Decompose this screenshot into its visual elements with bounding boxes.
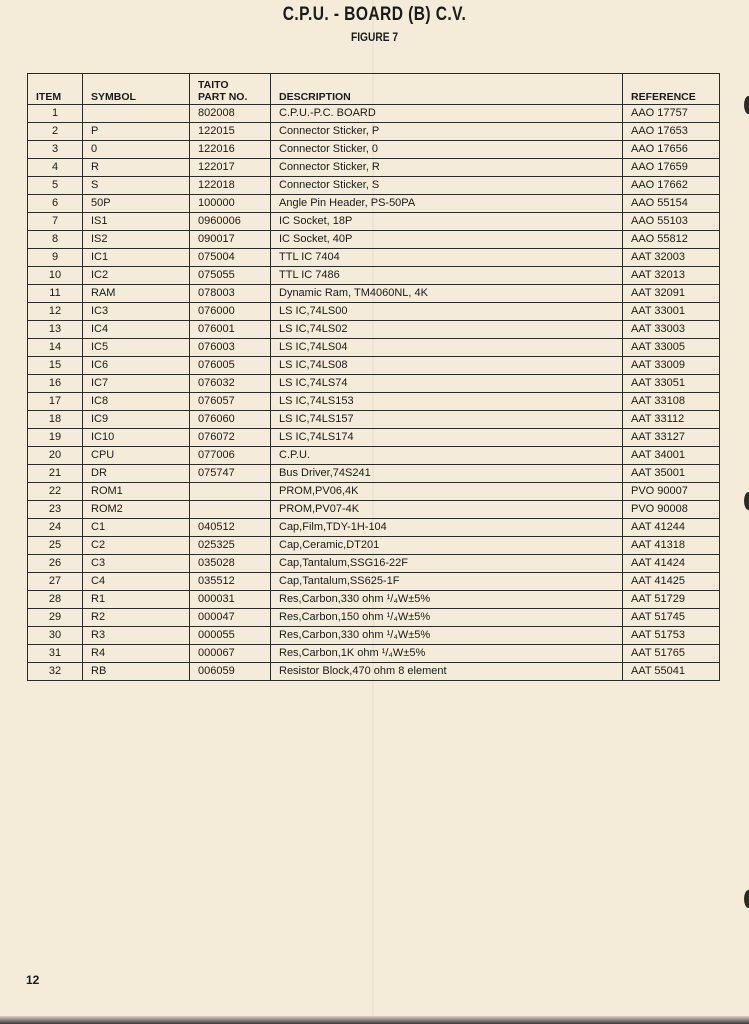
table-row [28,447,720,465]
header-item: ITEM [28,74,83,105]
table-row [28,411,720,429]
cell-reference: AAT 33108 [623,393,720,411]
cell-item: 27 [28,573,83,591]
cell-symbol: P [83,123,190,141]
cell-description: Res,Carbon,150 ohm ¹/₄W±5% [271,609,623,627]
cell-reference: AAO 17757 [623,105,720,123]
table-row [28,105,720,123]
cell-part-no [190,483,271,501]
cell-reference: AAO 17656 [623,141,720,159]
cell-symbol: CPU [83,447,190,465]
cell-part-no: 076032 [190,375,271,393]
cell-item: 30 [28,627,83,645]
table-row [28,519,720,537]
cell-description: Cap,Tantalum,SSG16-22F [271,555,623,573]
cell-item: 3 [28,141,83,159]
cell-part-no: 076001 [190,321,271,339]
cell-description: Connector Sticker, S [271,177,623,195]
page-title: C.P.U. - BOARD (B) C.V. [282,4,467,25]
page-number: 12 [26,973,40,987]
cell-part-no: 0960006 [190,213,271,231]
table-row [28,141,720,159]
cell-reference: AAT 51729 [623,591,720,609]
cell-item: 19 [28,429,83,447]
cell-symbol: C3 [83,555,190,573]
binder-hole [744,492,749,510]
cell-symbol: C4 [83,573,190,591]
table-row [28,627,720,645]
cell-description: Cap,Film,TDY-1H-104 [271,519,623,537]
cell-symbol: C2 [83,537,190,555]
table-row [28,483,720,501]
cell-reference: AAT 33009 [623,357,720,375]
table-row [28,591,720,609]
cell-item: 10 [28,267,83,285]
cell-item: 9 [28,249,83,267]
cell-reference: AAT 32013 [623,267,720,285]
table-row [28,663,720,681]
cell-reference: AAO 55103 [623,213,720,231]
cell-part-no: 090017 [190,231,271,249]
header-symbol: SYMBOL [83,74,190,105]
cell-item: 24 [28,519,83,537]
cell-item: 23 [28,501,83,519]
cell-item: 28 [28,591,83,609]
cell-part-no: 076072 [190,429,271,447]
cell-item: 14 [28,339,83,357]
cell-part-no: 006059 [190,663,271,681]
table-row [28,573,720,591]
cell-symbol: IC1 [83,249,190,267]
cell-part-no: 122017 [190,159,271,177]
cell-description: LS IC,74LS74 [271,375,623,393]
cell-description: TTL IC 7404 [271,249,623,267]
cell-reference: AAT 51765 [623,645,720,663]
cell-symbol: S [83,177,190,195]
cell-symbol: IC8 [83,393,190,411]
cell-symbol: R2 [83,609,190,627]
cell-reference: AAO 17653 [623,123,720,141]
cell-symbol: ROM1 [83,483,190,501]
cell-description: Connector Sticker, 0 [271,141,623,159]
cell-part-no: 802008 [190,105,271,123]
cell-reference: AAT 32003 [623,249,720,267]
cell-description: PROM,PV07-4K [271,501,623,519]
cell-part-no: 000047 [190,609,271,627]
cell-description: Connector Sticker, P [271,123,623,141]
cell-symbol: C1 [83,519,190,537]
table-row [28,465,720,483]
figure-label: FIGURE 7 [350,30,399,44]
cell-reference: AAT 32091 [623,285,720,303]
cell-reference: AAO 17659 [623,159,720,177]
cell-part-no: 075055 [190,267,271,285]
table-row [28,231,720,249]
cell-item: 11 [28,285,83,303]
header-reference: REFERENCE [623,74,720,105]
cell-part-no: 076003 [190,339,271,357]
header-row [28,74,720,105]
cell-description: LS IC,74LS153 [271,393,623,411]
page-edge [0,1016,749,1024]
cell-description: Cap,Ceramic,DT201 [271,537,623,555]
cell-description: Dynamic Ram, TM4060NL, 4K [271,285,623,303]
cell-description: LS IC,74LS174 [271,429,623,447]
cell-part-no: 076060 [190,411,271,429]
cell-part-no: 000067 [190,645,271,663]
cell-description: LS IC,74LS00 [271,303,623,321]
cell-reference: AAO 17662 [623,177,720,195]
cell-symbol: ROM2 [83,501,190,519]
cell-item: 21 [28,465,83,483]
cell-part-no: 025325 [190,537,271,555]
cell-item: 7 [28,213,83,231]
cell-reference: AAT 41425 [623,573,720,591]
cell-symbol: RB [83,663,190,681]
table-row [28,429,720,447]
cell-item: 26 [28,555,83,573]
cell-reference: AAT 34001 [623,447,720,465]
cell-part-no: 077006 [190,447,271,465]
cell-part-no: 075747 [190,465,271,483]
cell-part-no: 000055 [190,627,271,645]
cell-part-no: 078003 [190,285,271,303]
cell-description: TTL IC 7486 [271,267,623,285]
cell-part-no: 100000 [190,195,271,213]
cell-item: 25 [28,537,83,555]
cell-symbol: R1 [83,591,190,609]
table-row [28,609,720,627]
cell-part-no: 122018 [190,177,271,195]
cell-symbol: IC4 [83,321,190,339]
table-row [28,195,720,213]
cell-symbol: DR [83,465,190,483]
cell-symbol: IC7 [83,375,190,393]
cell-reference: AAT 33001 [623,303,720,321]
cell-item: 5 [28,177,83,195]
binder-hole [744,890,749,908]
cell-reference: PVO 90007 [623,483,720,501]
cell-item: 29 [28,609,83,627]
cell-description: Angle Pin Header, PS-50PA [271,195,623,213]
table-row [28,159,720,177]
cell-item: 31 [28,645,83,663]
table-row [28,339,720,357]
cell-part-no: 075004 [190,249,271,267]
cell-item: 16 [28,375,83,393]
cell-item: 2 [28,123,83,141]
table-row [28,645,720,663]
cell-part-no: 035512 [190,573,271,591]
cell-reference: AAT 55041 [623,663,720,681]
cell-reference: AAO 55812 [623,231,720,249]
cell-description: Cap,Tantalum,SS625-1F [271,573,623,591]
table-row [28,555,720,573]
cell-reference: AAT 41318 [623,537,720,555]
table-row [28,375,720,393]
table-row [28,501,720,519]
cell-description: IC Socket, 18P [271,213,623,231]
cell-part-no: 076057 [190,393,271,411]
table-row [28,393,720,411]
cell-symbol: IC9 [83,411,190,429]
cell-part-no: 122015 [190,123,271,141]
table-row [28,321,720,339]
cell-part-no: 035028 [190,555,271,573]
cell-reference: AAT 33127 [623,429,720,447]
cell-symbol: R3 [83,627,190,645]
cell-description: Resistor Block,470 ohm 8 element [271,663,623,681]
cell-part-no: 076005 [190,357,271,375]
table-row [28,537,720,555]
cell-symbol: 0 [83,141,190,159]
cell-item: 8 [28,231,83,249]
cell-symbol: R [83,159,190,177]
table-row [28,123,720,141]
cell-item: 15 [28,357,83,375]
cell-reference: AAT 35001 [623,465,720,483]
cell-reference: AAT 33051 [623,375,720,393]
cell-description: IC Socket, 40P [271,231,623,249]
cell-item: 1 [28,105,83,123]
cell-description: C.P.U.-P.C. BOARD [271,105,623,123]
table-row [28,249,720,267]
cell-description: Connector Sticker, R [271,159,623,177]
table-row [28,267,720,285]
cell-part-no: 122016 [190,141,271,159]
cell-symbol [83,105,190,123]
cell-reference: AAT 51745 [623,609,720,627]
cell-reference: AAT 51753 [623,627,720,645]
cell-item: 32 [28,663,83,681]
cell-symbol: IC10 [83,429,190,447]
cell-item: 4 [28,159,83,177]
cell-reference: AAT 41424 [623,555,720,573]
cell-description: LS IC,74LS157 [271,411,623,429]
cell-item: 18 [28,411,83,429]
parts-table [27,73,720,681]
table-row [28,357,720,375]
cell-item: 17 [28,393,83,411]
header-part-no [190,74,271,105]
header-part-bottom: PART NO. [198,91,248,103]
cell-item: 12 [28,303,83,321]
cell-symbol: IC3 [83,303,190,321]
cell-description: PROM,PV06,4K [271,483,623,501]
header-part-top: TAITO [198,79,229,91]
cell-item: 22 [28,483,83,501]
cell-symbol: 50P [83,195,190,213]
cell-item: 6 [28,195,83,213]
parts-table-body [28,105,720,681]
cell-part-no: 076000 [190,303,271,321]
cell-symbol: IC5 [83,339,190,357]
cell-description: Res,Carbon,330 ohm ¹/₄W±5% [271,627,623,645]
cell-item: 20 [28,447,83,465]
table-row [28,285,720,303]
cell-symbol: IS1 [83,213,190,231]
cell-reference: AAT 33005 [623,339,720,357]
cell-description: Res,Carbon,330 ohm ¹/₄W±5% [271,591,623,609]
cell-symbol: IS2 [83,231,190,249]
table-row [28,303,720,321]
cell-item: 13 [28,321,83,339]
cell-symbol: R4 [83,645,190,663]
cell-symbol: IC2 [83,267,190,285]
cell-part-no: 040512 [190,519,271,537]
cell-description: LS IC,74LS02 [271,321,623,339]
table-row [28,213,720,231]
cell-part-no: 000031 [190,591,271,609]
header-description: DESCRIPTION [271,74,623,105]
cell-reference: AAO 55154 [623,195,720,213]
cell-description: LS IC,74LS04 [271,339,623,357]
binder-hole [744,96,749,114]
cell-description: Res,Carbon,1K ohm ¹/₄W±5% [271,645,623,663]
table-row [28,177,720,195]
cell-reference: AAT 33112 [623,411,720,429]
cell-description: LS IC,74LS08 [271,357,623,375]
cell-description: Bus Driver,74S241 [271,465,623,483]
cell-reference: PVO 90008 [623,501,720,519]
cell-description: C.P.U. [271,447,623,465]
cell-symbol: IC6 [83,357,190,375]
cell-symbol: RAM [83,285,190,303]
cell-reference: AAT 33003 [623,321,720,339]
cell-part-no [190,501,271,519]
cell-reference: AAT 41244 [623,519,720,537]
